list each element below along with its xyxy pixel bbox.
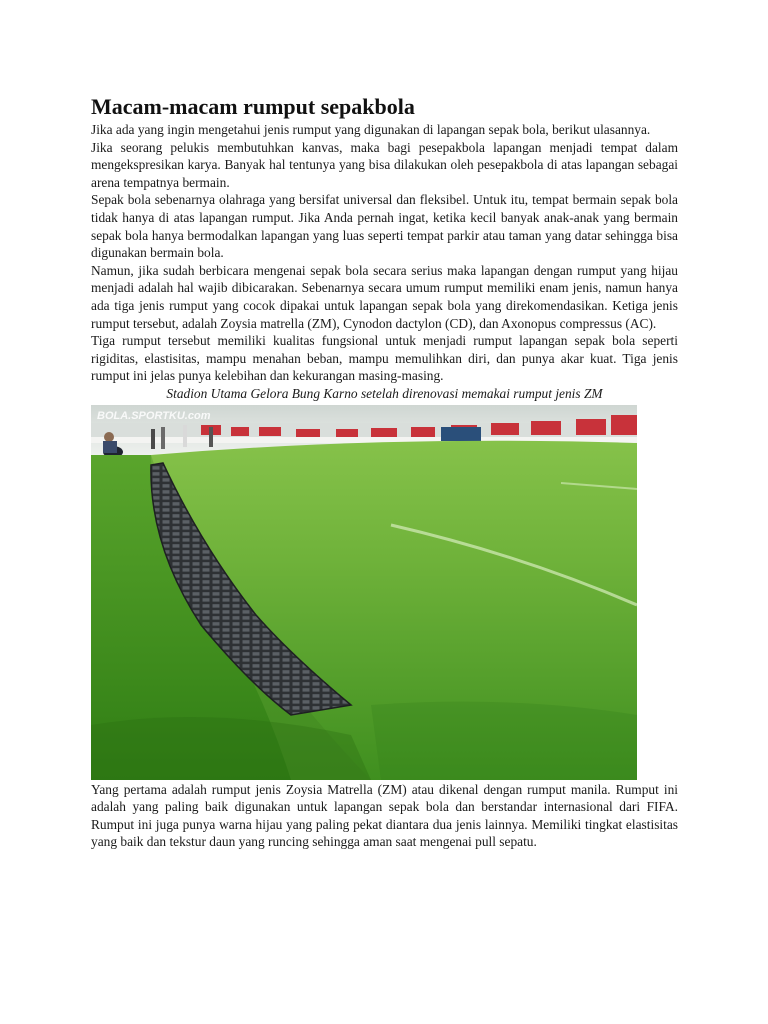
paragraph: Namun, jika sudah berbicara mengenai sepak bola secara serius maka lapangan dengan rumput yang hijau menjadi adalah hal wajib dibicarakan. Sebenarnya secara umum rumput memiliki enam jenis, namun hanya ada tiga jenis rumput yang cocok dipakai untuk lapangan sepak bola yang direkomendasikan. Ketiga jenis rumput tersebut, adalah Zoysia matrella (ZM), Cynodon dactylon (CD), dan Axonopus compressus (AC). [91,262,678,331]
photo-watermark: BOLA.SPORTKU.com [97,409,211,422]
paragraph: Tiga rumput tersebut memiliki kualitas fungsional untuk menjadi rumput lapangan sepak bola seperti rigiditas, elastisitas, mampu menahan beban, mampu memulihkan diri, dan punya akar kuat. Tiga jenis rumput ini jelas punya kelebihan dan kekurangan masing-masing. [91,333,678,384]
paragraph: Yang pertama adalah rumput jenis Zoysia Matrella (ZM) atau dikenal dengan rumput manila. Rumput ini adalah yang paling baik digunakan untuk lapangan sepak bola dan berstandar internasional dari FIFA. Rumput ini juga punya warna hijau yang paling pekat diantara dua jenis lainnya. Memiliki tingkat elastisitas yang baik dan tekstur daun yang runcing sehingga aman saat mengenai pull sepatu. [91,781,678,850]
paragraph: Jika ada yang ingin mengetahui jenis rumput yang digunakan di lapangan sepak bola, berikut ulasannya. [91,122,651,137]
paragraph: Sepak bola sebenarnya olahraga yang bersifat universal dan fleksibel. Untuk itu, tempat bermain sepak bola tidak hanya di atas lapangan rumput. Jika Anda pernah ingat, ketika kecil banyak anak-anak yang bermain sepak bola hanya bermodalkan lapangan yang luas seperti tempat parkir atau taman yang datar sehingga bisa digunakan bermain bola. [91,192,678,261]
photo-caption: Stadion Utama Gelora Bung Karno setelah direnovasi memakai rumput jenis ZM [166,385,603,401]
document-page [91,94,678,851]
document-title: Macam-macam rumput sepakbola [91,94,415,119]
stadium-grass-photo [91,405,637,780]
stadium-grass-illustration [91,405,637,780]
paragraph: Jika seorang pelukis membutuhkan kanvas, maka bagi pesepakbola lapangan menjadi tempat dalam mengekspresikan karya. Banyak hal tentunya yang bisa dilakukan oleh pesepakbola di atas lapangan sebagai arena tempatnya bermain. [91,139,678,190]
